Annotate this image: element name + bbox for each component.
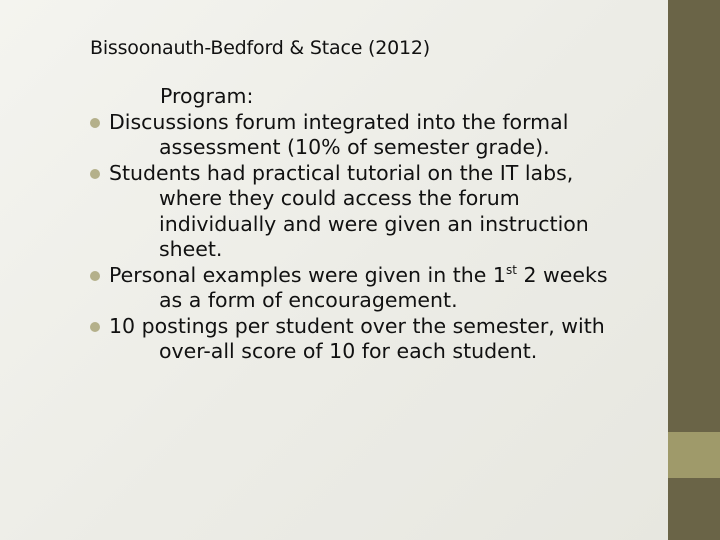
bullet-dot-icon — [90, 169, 100, 179]
bullet-item — [90, 110, 660, 161]
bullet-dot-icon — [90, 118, 100, 128]
bullet-line: Discussions forum integrated into the formal — [109, 109, 569, 134]
bullet-item — [90, 314, 660, 365]
ordinal-superscript: st — [505, 262, 517, 277]
bullet-text: 2 weeks — [516, 262, 608, 287]
bullet-line: Students had practical tutorial on the IT labs, — [109, 160, 574, 185]
bullet-line — [109, 263, 660, 289]
sidebar-accent-block — [668, 432, 720, 478]
bullet-line: where they could access the forum — [159, 186, 520, 210]
bullet-line: as a form of encouragement. — [159, 288, 458, 312]
bullet-dot-icon — [90, 271, 100, 281]
bullet-line: sheet. — [159, 237, 223, 261]
slide-body — [90, 84, 660, 365]
program-label: Program: — [160, 84, 254, 108]
bullet-line: 10 postings per student over the semester, with — [109, 313, 605, 338]
bullet-line: assessment (10% of semester grade). — [159, 135, 550, 159]
slide-title: Bissoonauth-Bedford & Stace (2012) — [90, 37, 430, 59]
bullet-dot-icon — [90, 322, 100, 332]
bullet-item — [90, 263, 660, 314]
sidebar-dark-bottom — [668, 478, 720, 540]
bullet-line: over-all score of 10 for each student. — [159, 339, 538, 363]
sidebar-dark-top — [668, 0, 720, 432]
bullet-text: Personal examples were given in the 1 — [109, 262, 506, 287]
bullet-item — [90, 161, 660, 263]
bullet-line: individually and were given an instruction — [159, 211, 589, 236]
